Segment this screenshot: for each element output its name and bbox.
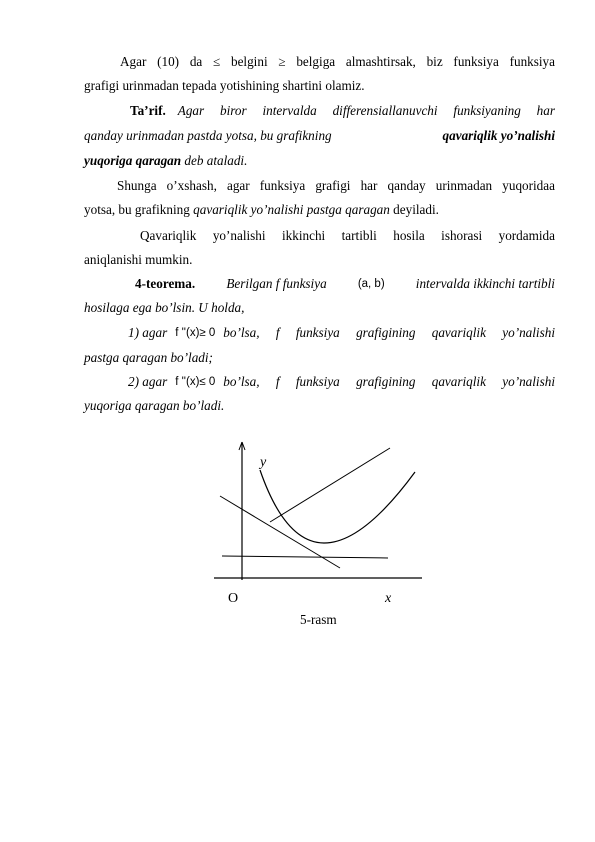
condition-1-text: bo’lsa, f funksiya grafigining qavariqlik yo’nalishi <box>223 325 555 340</box>
convexity-figure <box>210 440 440 610</box>
y-axis-label: y <box>260 455 267 470</box>
definition-line-1 <box>130 103 555 119</box>
condition-2-line-1 <box>128 374 555 390</box>
definition-line-2 <box>84 128 555 144</box>
paragraph-2-line-1: Shunga o’xshash, agar funksiya grafigi har qanday urinmadan yuqoridaa <box>117 178 555 193</box>
theorem-text-c: intervalda ikkinchi tartibli <box>415 276 555 291</box>
condition-2-prefix: 2) agar <box>128 374 168 389</box>
paragraph-2-text-c: deyiladi. <box>393 202 439 217</box>
definition-line-3 <box>84 153 555 169</box>
condition-1-formula: f ''(x)≥ 0 <box>175 327 216 339</box>
paragraph-2-term: qavariqlik yo’nalishi pastga qaragan <box>193 202 390 217</box>
condition-1-line-1 <box>128 325 555 341</box>
theorem-heading: 4-teorema. <box>135 276 196 291</box>
condition-2-line-2: yuqoriga qaragan bo’ladi. <box>84 398 225 413</box>
theorem-interval: (a, b) <box>357 278 385 290</box>
theorem-text-a: Berilgan f funksiya <box>226 276 327 291</box>
paragraph-3-line-1: Qavariqlik yo’nalishi ikkinchi tartibli hosila ishorasi yordamida <box>140 228 555 243</box>
paragraph-2-text-a: yotsa, bu grafikning <box>84 202 190 217</box>
definition-term-3a: yuqoriga qaragan <box>84 153 182 168</box>
definition-term-2b: qavariqlik yo’nalishi <box>442 128 555 143</box>
paragraph-3-line-2: aniqlanishi mumkin. <box>84 252 193 267</box>
figure-caption: 5-rasm <box>300 612 337 627</box>
x-axis-label: x <box>385 591 392 606</box>
theorem-line-1 <box>135 276 555 292</box>
definition-text-3b: deb ataladi. <box>184 153 248 168</box>
paragraph-1-line-2: grafigi urinmadan tepada yotishining shartini olamiz. <box>84 78 365 93</box>
condition-2-text: bo’lsa, f funksiya grafigining qavariqlik yo’nalishi <box>223 374 555 389</box>
theorem-line-2: hosilaga ega bo’lsin. U holda, <box>84 300 245 315</box>
definition-text-2a: qanday urinmadan pastda yotsa, bu grafikning <box>84 128 332 143</box>
definition-heading: Ta’rif. <box>130 103 166 118</box>
paragraph-1-line-1: Agar (10) da ≤ belgini ≥ belgiga almashtirsak, biz funksiya funksiya <box>120 54 555 69</box>
condition-1-line-2: pastga qaragan bo’ladi; <box>84 350 213 365</box>
tangent-line-horizontal <box>222 556 388 558</box>
tangent-line-right <box>270 448 390 522</box>
origin-label: O <box>228 591 239 606</box>
condition-2-formula: f ''(x)≤ 0 <box>175 376 216 388</box>
definition-text: Agar biror intervalda differensiallanuvchi funksiyaning har <box>177 103 555 118</box>
paragraph-2-line-2 <box>84 202 555 218</box>
condition-1-prefix: 1) agar <box>128 325 168 340</box>
